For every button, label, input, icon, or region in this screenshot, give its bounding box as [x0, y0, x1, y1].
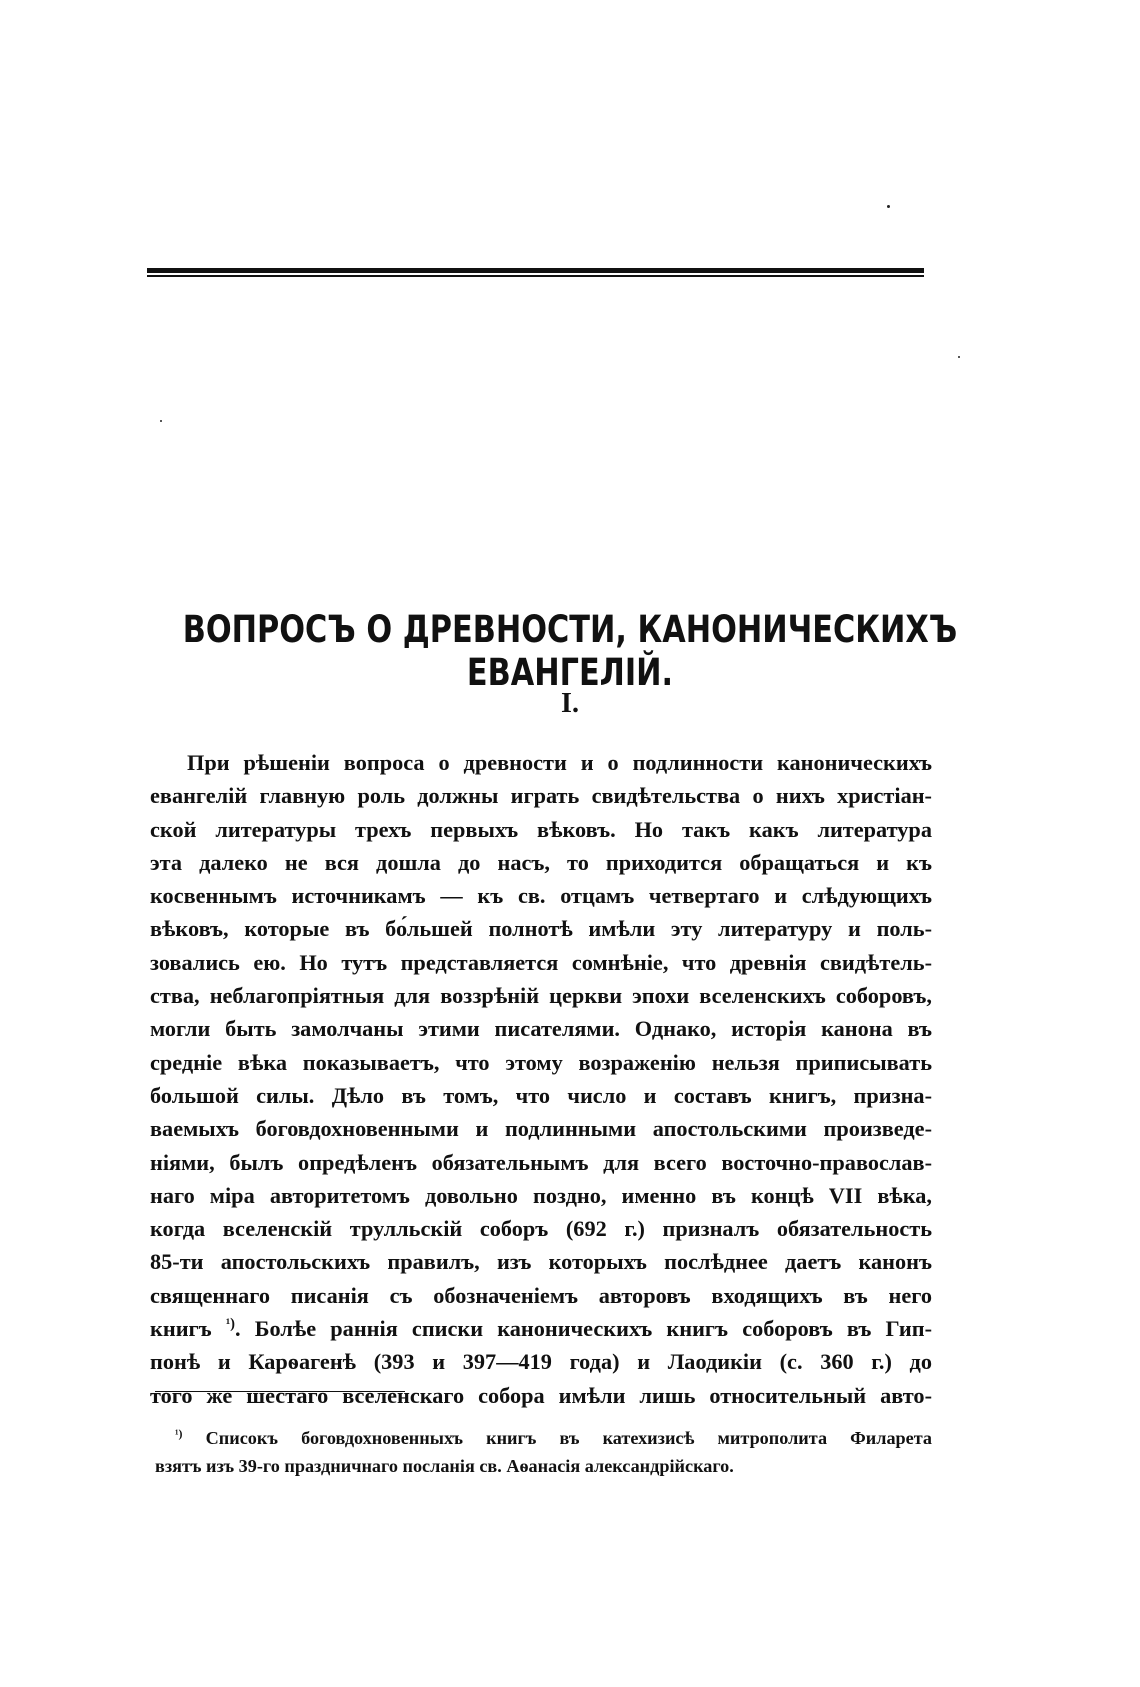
text-line: ніями, былъ опредѣленъ обязательнымъ для всего восточно-православ- — [150, 1149, 932, 1175]
footnote-text: Списокъ боговдохновенныхъ книгъ въ катехизисѣ митрополита Филарета — [182, 1428, 932, 1448]
text-line: 85-ти апостольскихъ правилъ, изъ которыхъ послѣднее даетъ канонъ — [150, 1249, 932, 1275]
text-line: наго міра авторитетомъ довольно поздно, именно въ концѣ VII вѣка, — [150, 1182, 932, 1208]
text-line: ства, неблагопріятныя для воззрѣній церкви эпохи вселенскихъ соборовъ, — [150, 983, 932, 1009]
text-fragment: . Болѣе раннія списки каноническихъ книгъ соборовъ въ Гип- — [235, 1316, 932, 1342]
body-paragraph — [150, 746, 932, 1412]
footnote-line — [155, 1424, 932, 1452]
text-line: когда вселенскій трулльскій соборъ (692 г.) призналъ обязательность — [150, 1216, 932, 1242]
text-line-with-footnote-ref — [150, 1312, 932, 1345]
text-line: ской литературы трехъ первыхъ вѣковъ. Но такъ какъ литература — [150, 816, 932, 842]
scan-speck — [887, 205, 890, 208]
text-line: большой силы. Дѣло въ томъ, что число и составъ книгъ, призна- — [150, 1082, 932, 1108]
text-line: косвеннымъ источникамъ — къ св. отцамъ четвертаго и слѣдующихъ — [150, 883, 932, 909]
text-line: вѣковъ, которые въ бо́льшей полнотѣ имѣли эту литературу и поль- — [150, 916, 932, 942]
text-line: священнаго писанія съ обозначеніемъ авторовъ входящихъ въ него — [150, 1282, 932, 1308]
text-line: евангелій главную роль должны играть свидѣтельства о нихъ христіан- — [150, 783, 932, 809]
footnote-marker: ¹) — [175, 1426, 183, 1441]
scan-speck — [160, 420, 162, 422]
text-line: средніе вѣка показываетъ, что этому возраженію нельзя приписывать — [150, 1049, 932, 1075]
footnote-separator — [155, 1391, 405, 1392]
text-line: ваемыхъ боговдохновенными и подлинными апостольскими произведе- — [150, 1116, 932, 1142]
chapter-title: ВОПРОСЪ О ДРЕВНОСТИ, КАНОНИЧЕСКИХЪ ЕВАНГЕЛІЙ. — [182, 608, 958, 694]
header-double-rule — [147, 268, 924, 277]
text-line: понѣ и Карѳагенѣ (393 и 397—419 года) и Лаодикіи (с. 360 г.) до — [150, 1349, 932, 1375]
section-number: I. — [561, 688, 579, 719]
scan-speck — [958, 356, 960, 358]
footnote-line: взятъ изъ 39-го праздничнаго посланія св. Аѳанасія александрійскаго. — [155, 1456, 734, 1476]
text-line: зовались ею. Но тутъ представляется сомнѣніе, что древнія свидѣтель- — [150, 949, 932, 975]
footnote — [155, 1424, 932, 1480]
text-fragment: книгъ — [150, 1316, 212, 1342]
text-line: того же шестаго вселенскаго собора имѣли лишь относительный авто- — [150, 1382, 932, 1408]
text-line: эта далеко не вся дошла до насъ, то приходится обращаться и къ — [150, 849, 932, 875]
text-line: При рѣшеніи вопроса о древности и о подлинности каноническихъ — [187, 750, 932, 775]
footnote-ref: ¹) — [225, 1316, 235, 1333]
text-line: могли быть замолчаны этими писателями. Однако, исторія канона въ — [150, 1016, 932, 1042]
